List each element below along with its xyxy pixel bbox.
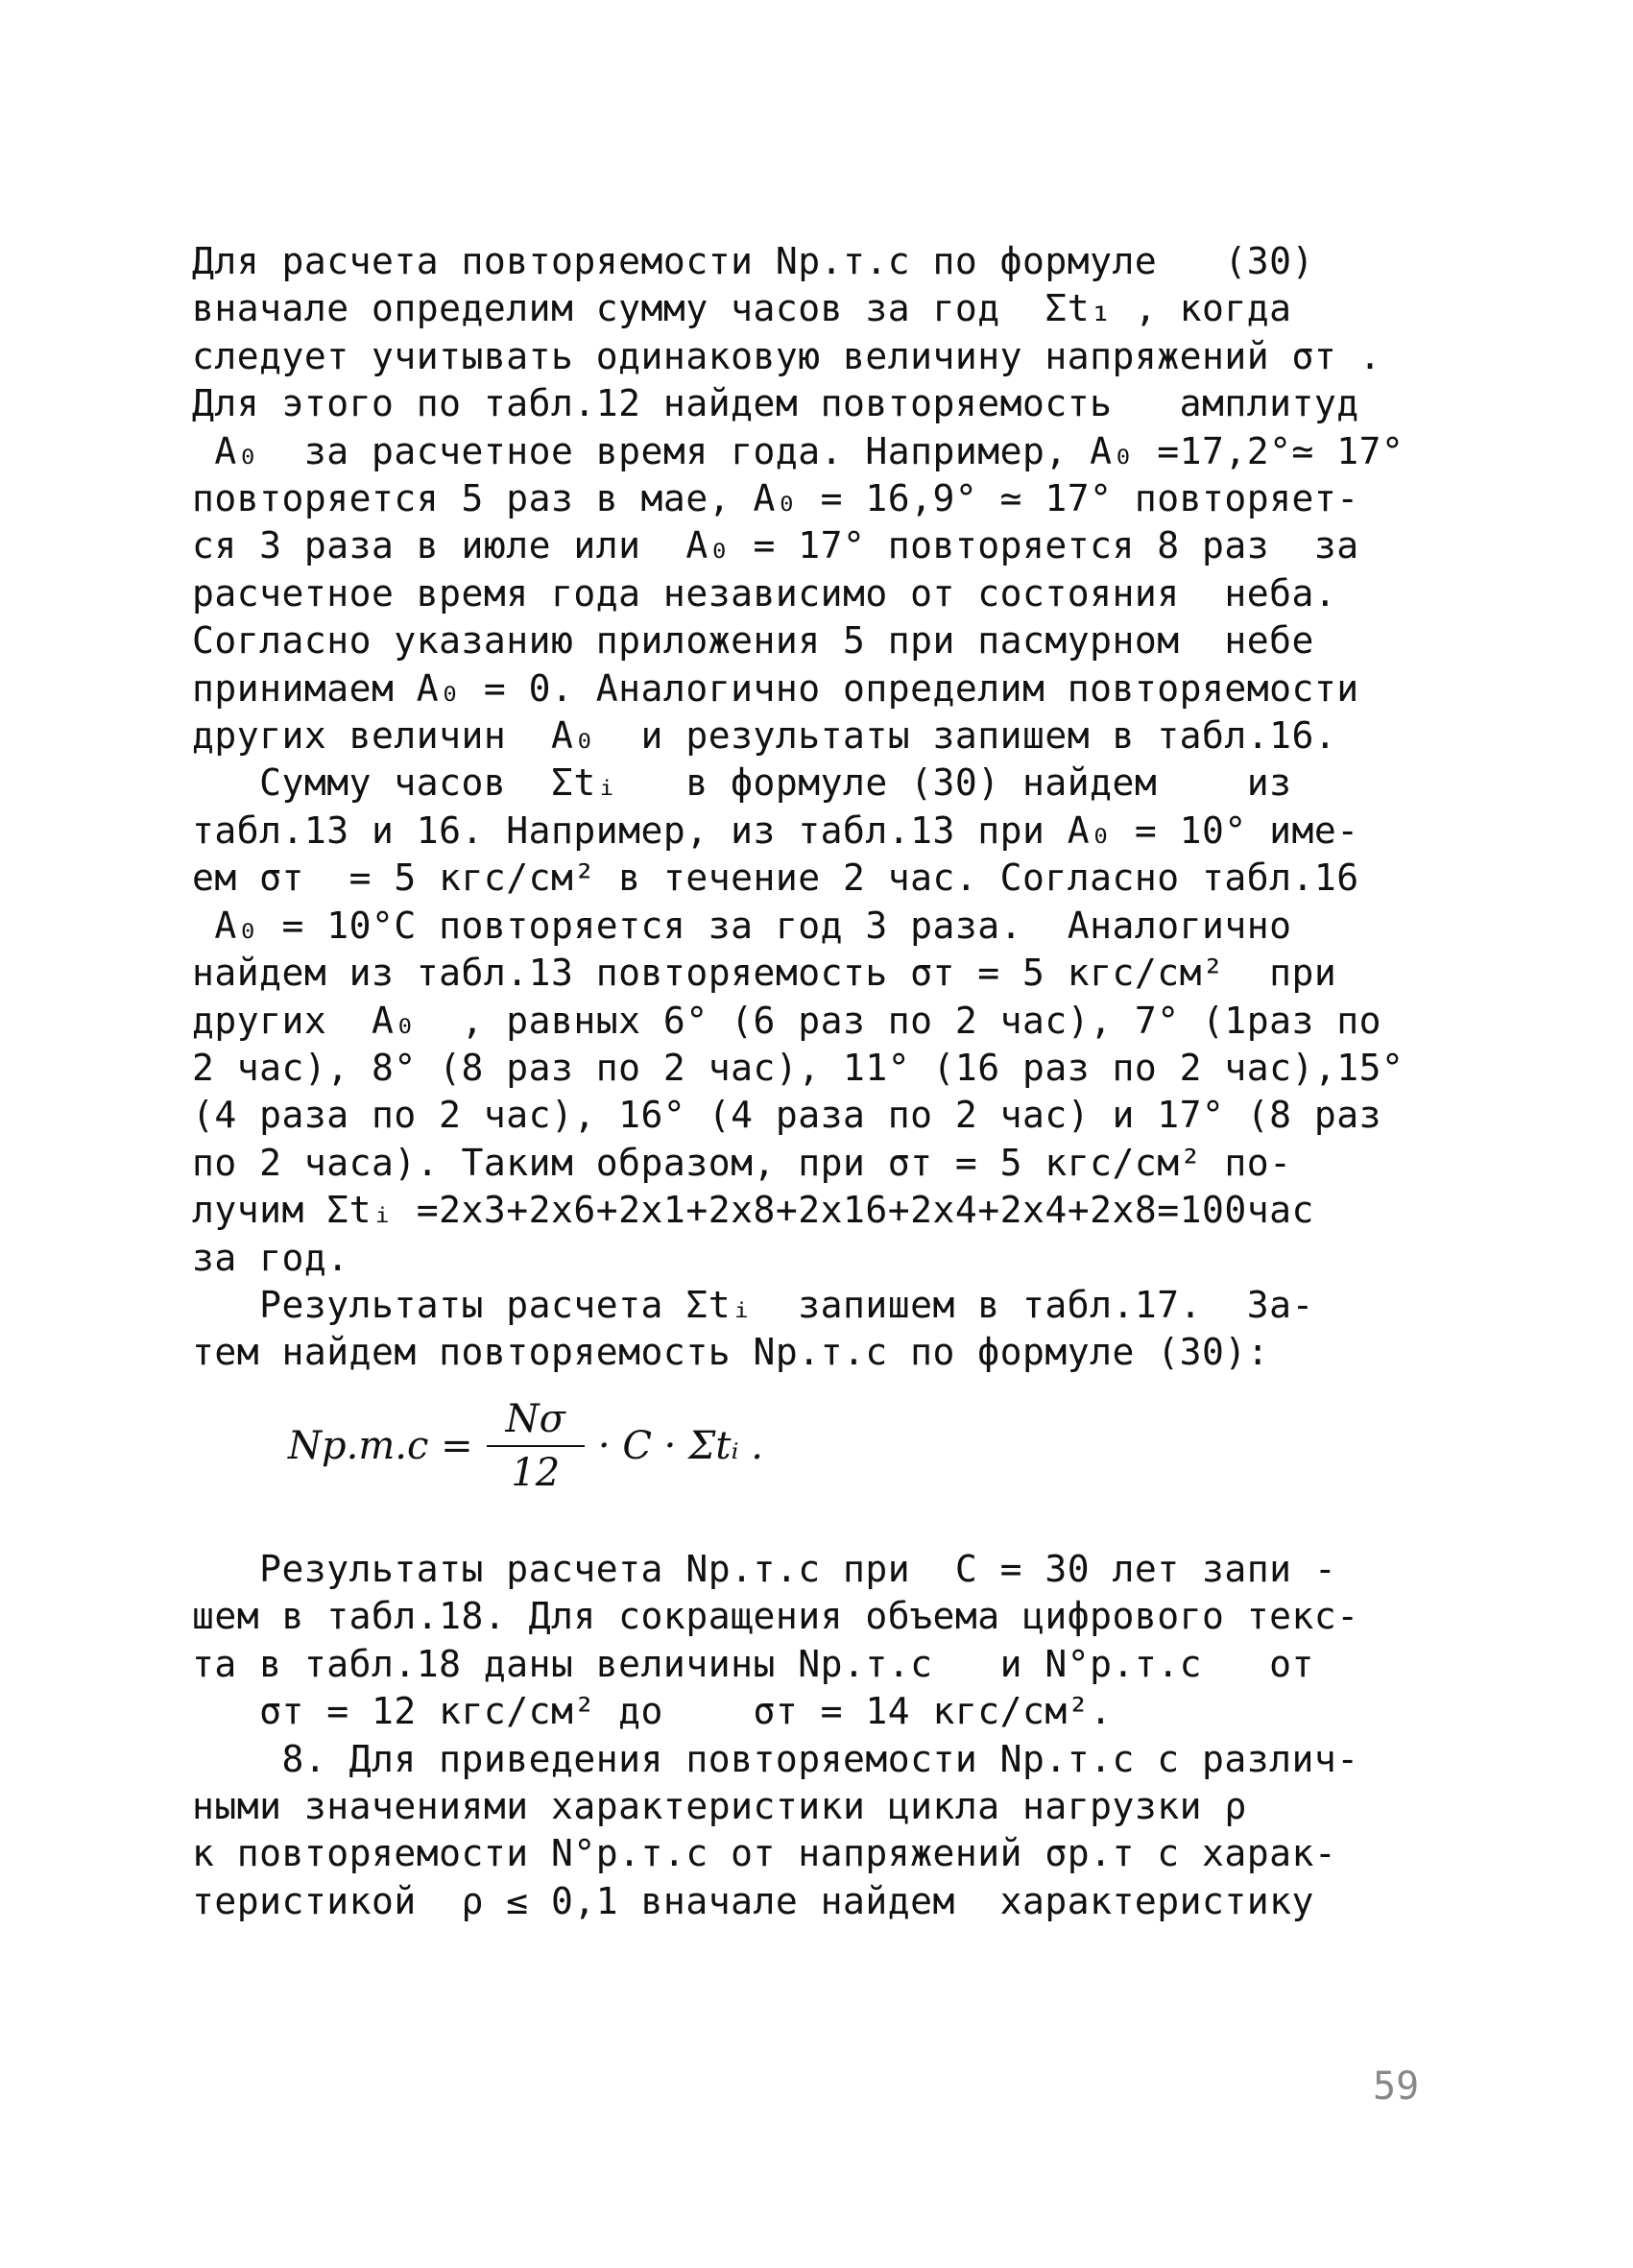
text-line: Результаты расчета Σtᵢ запишем в табл.17. За- — [192, 1283, 1314, 1326]
text-line: ся 3 раза в июле или A₀ = 17° повторяется 8 раз за — [192, 524, 1359, 567]
text-line: та в табл.18 даны величины Nр.т.с и N°р.т.с от — [192, 1642, 1314, 1685]
paragraph-2 — [192, 760, 1440, 1281]
text-line: по 2 часа). Таким образом, при σт = 5 кгс/см² по- — [192, 1141, 1292, 1184]
paragraph-3 — [192, 1282, 1440, 1377]
formula-rhs: · C · Σtᵢ . — [597, 1424, 763, 1468]
text-line: расчетное время года независимо от состояния неба. — [192, 571, 1337, 615]
text-line: A₀ = 10°С повторяется за год 3 раза. Аналогично — [192, 904, 1292, 947]
text-line: других A₀ , равных 6° (6 раз по 2 час), 7° (1раз по — [192, 999, 1382, 1042]
text-line: (4 раза по 2 час), 16° (4 раза по 2 час) и 17° (8 раз — [192, 1094, 1382, 1137]
text-line: теристикой ρ ≤ 0,1 вначале найдем характеристику — [192, 1879, 1314, 1922]
text-line: Для расчета повторяемости Nр.т.с по формуле (30) — [192, 240, 1314, 282]
text-line: найдем из табл.13 повторяемость σт = 5 кгс/см² при — [192, 952, 1337, 995]
paragraph-1 — [192, 238, 1440, 760]
formula-lhs: Nр.т.с = — [288, 1424, 473, 1468]
text-line: ными значениями характеристики цикла нагрузки ρ — [192, 1785, 1247, 1828]
text-line: за год. — [192, 1236, 349, 1279]
text-line: вначале определим сумму часов за год Σt₁ , когда — [192, 287, 1292, 330]
text-line: шем в табл.18. Для сокращения объема цифрового текс- — [192, 1595, 1359, 1638]
text-line: повторяется 5 раз в мае, A₀ = 16,9° ≃ 17° повторяет- — [192, 477, 1359, 520]
text-line: к повторяемости N°р.т.с от напряжений σр.т с харак- — [192, 1832, 1337, 1875]
text-line: A₀ за расчетное время года. Например, A₀ =17,2°≃ 17° — [192, 429, 1405, 472]
page-body-text-lower — [192, 1546, 1440, 1925]
paragraph-4 — [192, 1546, 1440, 1736]
text-line: лучим Σtᵢ =2x3+2x6+2x1+2x8+2x16+2x4+2x4+2x8=100час — [192, 1189, 1314, 1232]
text-line: 2 час), 8° (8 раз по 2 час), 11° (16 раз по 2 час),15° — [192, 1046, 1405, 1089]
formula-numerator: Nσ — [487, 1397, 585, 1447]
text-line: ем σт = 5 кгс/см² в течение 2 час. Согласно табл.16 — [192, 857, 1359, 900]
text-line: σт = 12 кгс/см² до σт = 14 кгс/см². — [192, 1690, 1113, 1733]
text-line: принимаем A₀ = 0. Аналогично определим повторяемости — [192, 666, 1359, 710]
page-number: 59 — [1373, 2064, 1420, 2109]
text-line: Согласно указанию приложения 5 при пасмурном небе — [192, 619, 1314, 663]
page-body-text — [192, 238, 1440, 1377]
text-line: Для этого по табл.12 найдем повторяемость амплитуд — [192, 382, 1359, 425]
text-line: табл.13 и 16. Например, из табл.13 при A₀ = 10° име- — [192, 808, 1359, 852]
text-line: следует учитывать одинаковую величину напряжений σт . — [192, 334, 1382, 377]
text-line: других величин A₀ и результаты запишем в табл.16. — [192, 714, 1337, 758]
text-line: Результаты расчета Nр.т.с при C = 30 лет запи - — [192, 1548, 1337, 1590]
text-line: 8. Для приведения повторяемости Nр.т.с с различ- — [192, 1737, 1359, 1780]
formula-30 — [288, 1397, 763, 1495]
formula-denominator: 12 — [511, 1451, 561, 1495]
text-line: Сумму часов Σtᵢ в формуле (30) найдем из — [192, 761, 1292, 805]
formula-fraction — [487, 1397, 585, 1495]
text-line: тем найдем повторяемость Nр.т.с по формуле (30): — [192, 1331, 1270, 1374]
paragraph-5 — [192, 1736, 1440, 1926]
